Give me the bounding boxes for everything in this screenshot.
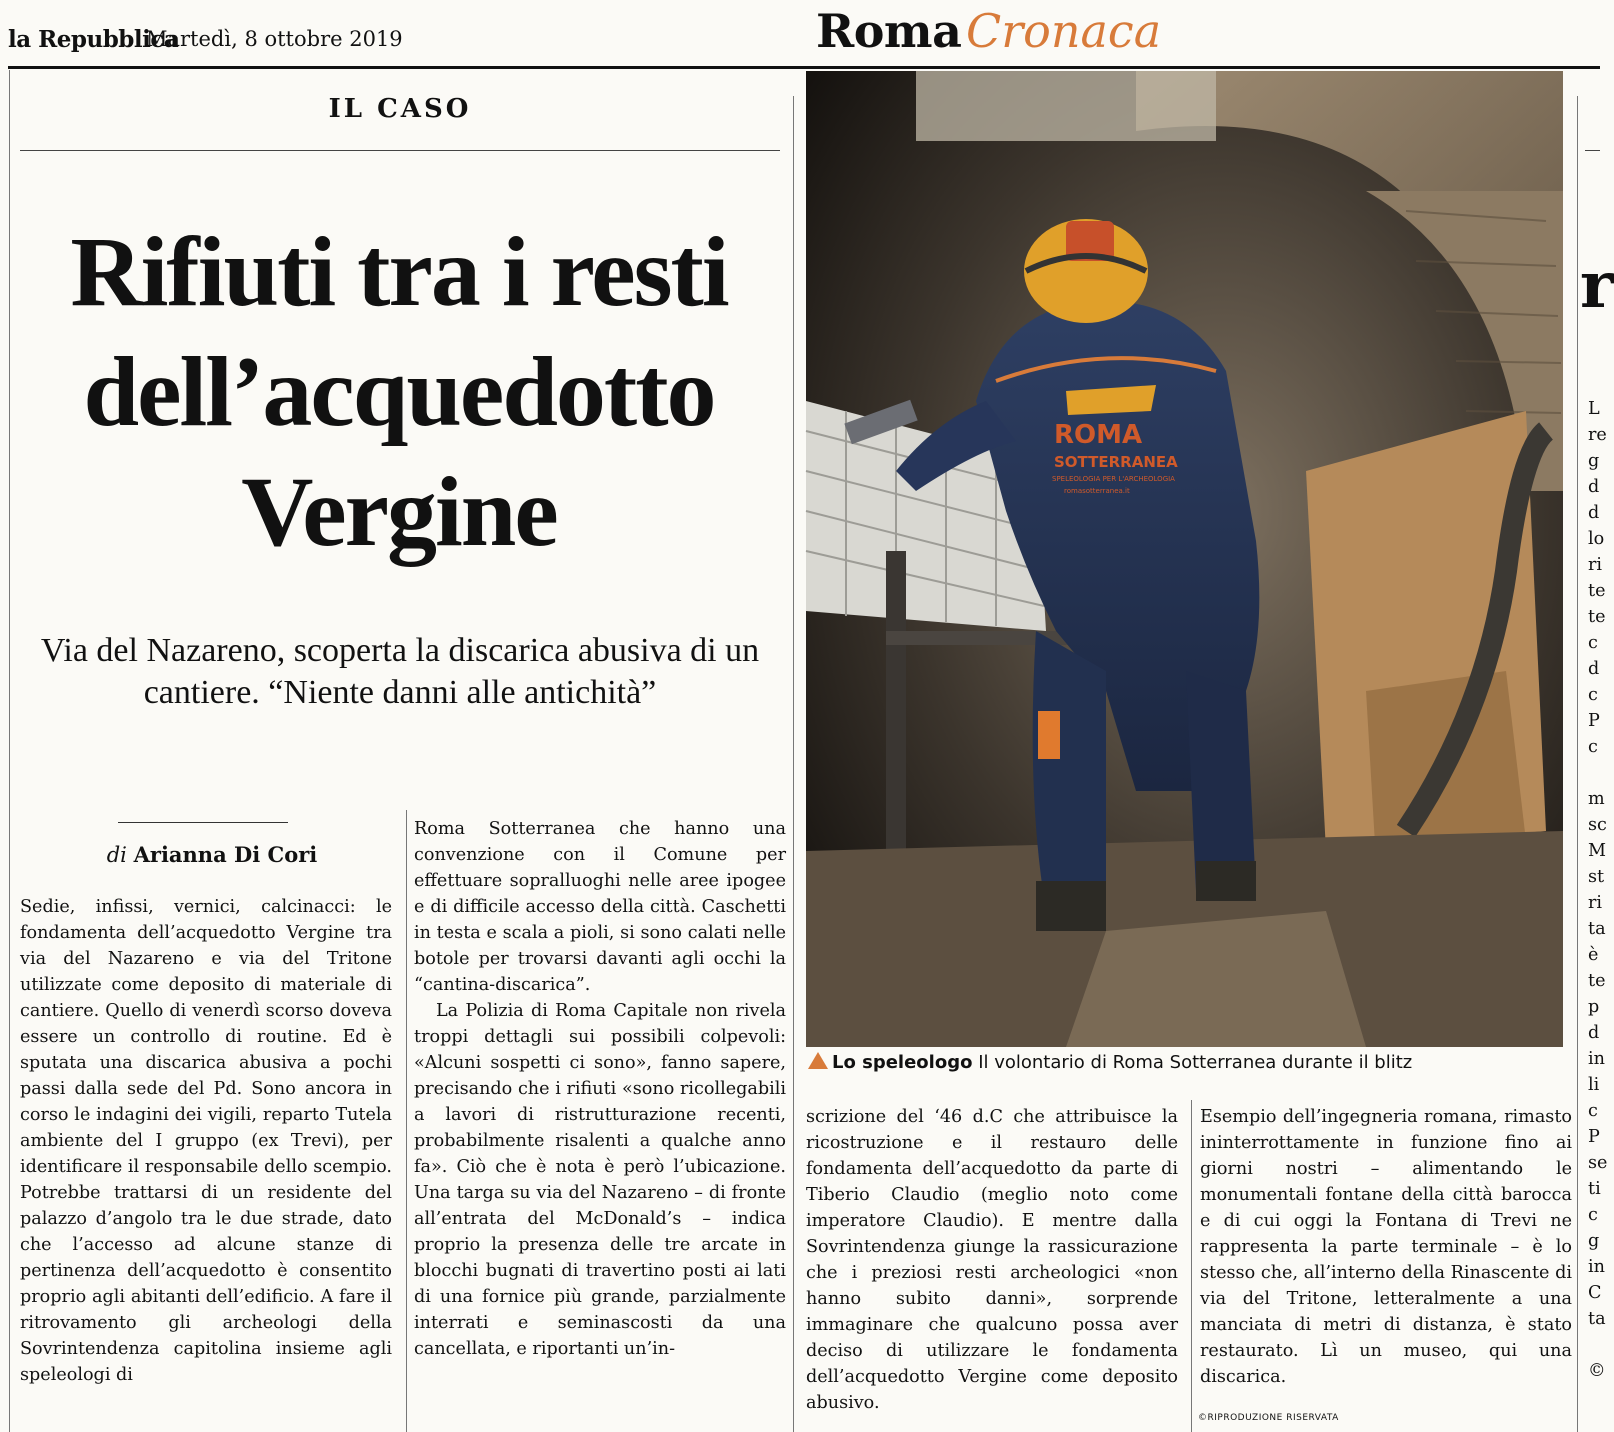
next-article-line-fragment: ti <box>1588 1179 1601 1199</box>
next-article-line-fragment <box>1588 1332 1600 1358</box>
next-article-line-fragment: d <box>1588 503 1600 523</box>
photo-caption <box>832 1052 1412 1073</box>
newspaper-brand: la Repubblica <box>8 26 179 53</box>
next-article-line-fragment: c <box>1588 685 1598 705</box>
next-article-line-fragment: d <box>1588 1023 1600 1043</box>
byline-author: Arianna Di Cori <box>133 842 318 867</box>
next-article-line-fragment: c <box>1588 633 1598 653</box>
column-rule <box>1191 1100 1192 1432</box>
next-article-line-fragment: se <box>1588 1153 1608 1173</box>
next-article-line-fragment <box>1588 760 1600 786</box>
next-article-line-fragment: in <box>1588 1257 1605 1277</box>
next-article-line-fragment: p <box>1588 997 1600 1017</box>
next-article-line-fragment: C <box>1588 1283 1602 1303</box>
next-article-line-fragment: te <box>1588 607 1606 627</box>
speleologist-photo-illustration <box>806 71 1563 1047</box>
article-headline: Rifiuti tra i resti dell’acquedotto Vergine <box>70 216 728 567</box>
caption-marker-icon <box>808 1052 828 1069</box>
byline-prefix: di <box>106 843 127 867</box>
next-article-line-fragment: sc <box>1588 815 1607 835</box>
next-article-line-fragment: L <box>1588 399 1600 419</box>
next-article-line-fragment: d <box>1588 659 1600 679</box>
next-article-line-fragment: lo <box>1588 529 1605 549</box>
next-article-line-fragment: è <box>1588 945 1599 965</box>
byline <box>20 842 404 867</box>
next-article-line-fragment: P <box>1588 711 1600 731</box>
article-column-2 <box>414 816 786 1416</box>
article-column-1 <box>20 894 392 1414</box>
article-column-3 <box>806 1104 1178 1416</box>
article-kicker: IL CASO <box>328 94 472 124</box>
article-column-4 <box>1200 1104 1572 1392</box>
jacket-logo-line2: SOTTERRANEA <box>1054 453 1178 471</box>
next-article-line-fragment: M <box>1588 841 1607 861</box>
next-article-line-fragment: in <box>1588 1049 1605 1069</box>
left-margin-rule <box>9 70 10 1432</box>
next-article-line-fragment: ta <box>1588 1309 1606 1329</box>
next-article-line-fragment: te <box>1588 581 1606 601</box>
column-rule <box>406 810 407 1432</box>
article-photo <box>806 71 1563 1047</box>
kicker-rule <box>20 150 780 151</box>
caption-text: Il volontario di Roma Sotterranea durante il blitz <box>978 1052 1413 1073</box>
next-article-rule <box>1585 150 1600 151</box>
column-rule <box>1577 96 1578 1432</box>
next-article-line-fragment: ta <box>1588 919 1606 939</box>
jacket-logo-line3: SPELEOLOGIA PER L'ARCHEOLOGIA <box>1052 475 1175 483</box>
next-article-line-fragment: © <box>1588 1361 1606 1381</box>
next-article-line-fragment: P <box>1588 1127 1600 1147</box>
paragraph: Roma Sotterranea che hanno una convenzione con il Comune per effettuare sopralluoghi nelle aree ipogee e di difficile accesso della città. Caschetti in testa e scala a pioli, si sono calati nelle botole per trovarsi davanti agli occhi la “cantina-discarica”. <box>414 819 786 995</box>
next-article-line-fragment: g <box>1588 451 1600 471</box>
byline-rule <box>118 822 288 823</box>
next-article-line-fragment: c <box>1588 1205 1598 1225</box>
next-article-line-fragment: c <box>1588 737 1598 757</box>
next-article-line-fragment: ri <box>1588 555 1603 575</box>
next-article-line-fragment: li <box>1588 1075 1600 1095</box>
paragraph: Esempio dell’ingegneria romana, rimasto ininterrottamente in funzione fino ai giorni nostri – alimentando le monumentali fontane della città barocca e di cui oggi la Fontana di Trevi ne rappresenta la parte terminale – è lo stesso che, all’interno della Rinascente di via del Tritone, letteralmente a una manciata di metri di distanza, è stato restaurato. Lì un museo, qui una discarica. <box>1200 1107 1572 1387</box>
caption-title: Lo speleologo <box>832 1052 973 1073</box>
jacket-logo-line4: romasotterranea.it <box>1064 487 1130 495</box>
next-article-line-fragment: ri <box>1588 893 1603 913</box>
section-subtitle: Cronaca <box>966 4 1162 58</box>
issue-date: Martedì, 8 ottobre 2019 <box>146 27 403 51</box>
copyright-note: ©RIPRODUZIONE RISERVATA <box>1198 1413 1339 1423</box>
paragraph: scrizione del ‘46 d.C che attribuisce la ricostruzione e il restauro delle fondamenta dell’acquedotto da parte di Tiberio Claudio (meglio noto come imperatore Claudio). E mentre dalla Sovrintendenza giunge la rassicurazione che i preziosi resti archeologici «non hanno subito danni», sorprende immaginare che qualcuno possa aver deciso di utilizzare le fondamenta dell’acquedotto Vergine come deposito abusivo. <box>806 1107 1178 1413</box>
next-article-headline-fragment: r <box>1580 248 1614 323</box>
next-article-line-fragment: te <box>1588 971 1606 991</box>
column-rule <box>793 96 794 1432</box>
next-article-line-fragment: g <box>1588 1231 1600 1251</box>
jacket-logo-line1: ROMA <box>1054 420 1143 450</box>
paragraph: Sedie, infissi, vernici, calcinacci: le fondamenta dell’acquedotto Vergine tra via del Nazareno e via del Tritone utilizzate come deposito di materiale di cantiere. Quello di venerdì scorso doveva essere un controllo di routine. Ed è sputata una discarica abusiva a pochi passi dalla sede del Pd. Sono ancora in corso le indagini dei vigili, reparto Tutela ambiente del I gruppo (ex Trevi), per identificare il responsabile dello scempio. Potrebbe trattarsi di un residente del palazzo d’angolo tra le due strade, dato che l’accesso ad alcune stanze di pertinenza dell’acquedotto è consentito proprio agli abitanti dell’edificio. A fare il ritrovamento gli archeologi della Sovrintendenza capitolina insieme agli speleologi di <box>20 897 392 1385</box>
article-subhead: Via del Nazareno, scoperta la discarica abusiva di un cantiere. “Niente danni alle antichità” <box>40 632 760 711</box>
next-article-line-fragment: d <box>1588 477 1600 497</box>
paragraph: La Polizia di Roma Capitale non rivela troppi dettagli sui possibili colpevoli: «Alcuni sospetti ci sono», fanno sapere, precisando che i rifiuti «sono ricollegabili a lavori di ristrutturazione recenti, probabilmente risalenti a qualche anno fa». Ciò che è nota è però l’ubicazione. Una targa su via del Nazareno – di fronte all’entrata del McDonald’s – indica proprio la presenza delle tre arcate in blocchi bugnati di travertino posti ai lati di una fornice più grande, parzialmente interrati e seminascosti da una cancellata, e riportanti un’in- <box>414 1001 786 1359</box>
next-article-line-fragment: re <box>1588 425 1607 445</box>
masthead-rule <box>8 66 1600 69</box>
next-article-line-fragment: m <box>1588 789 1605 809</box>
section-title: Roma <box>816 4 962 58</box>
next-article-column-edge <box>1588 396 1608 1384</box>
next-article-line-fragment: c <box>1588 1101 1598 1121</box>
next-article-line-fragment: st <box>1588 867 1605 887</box>
